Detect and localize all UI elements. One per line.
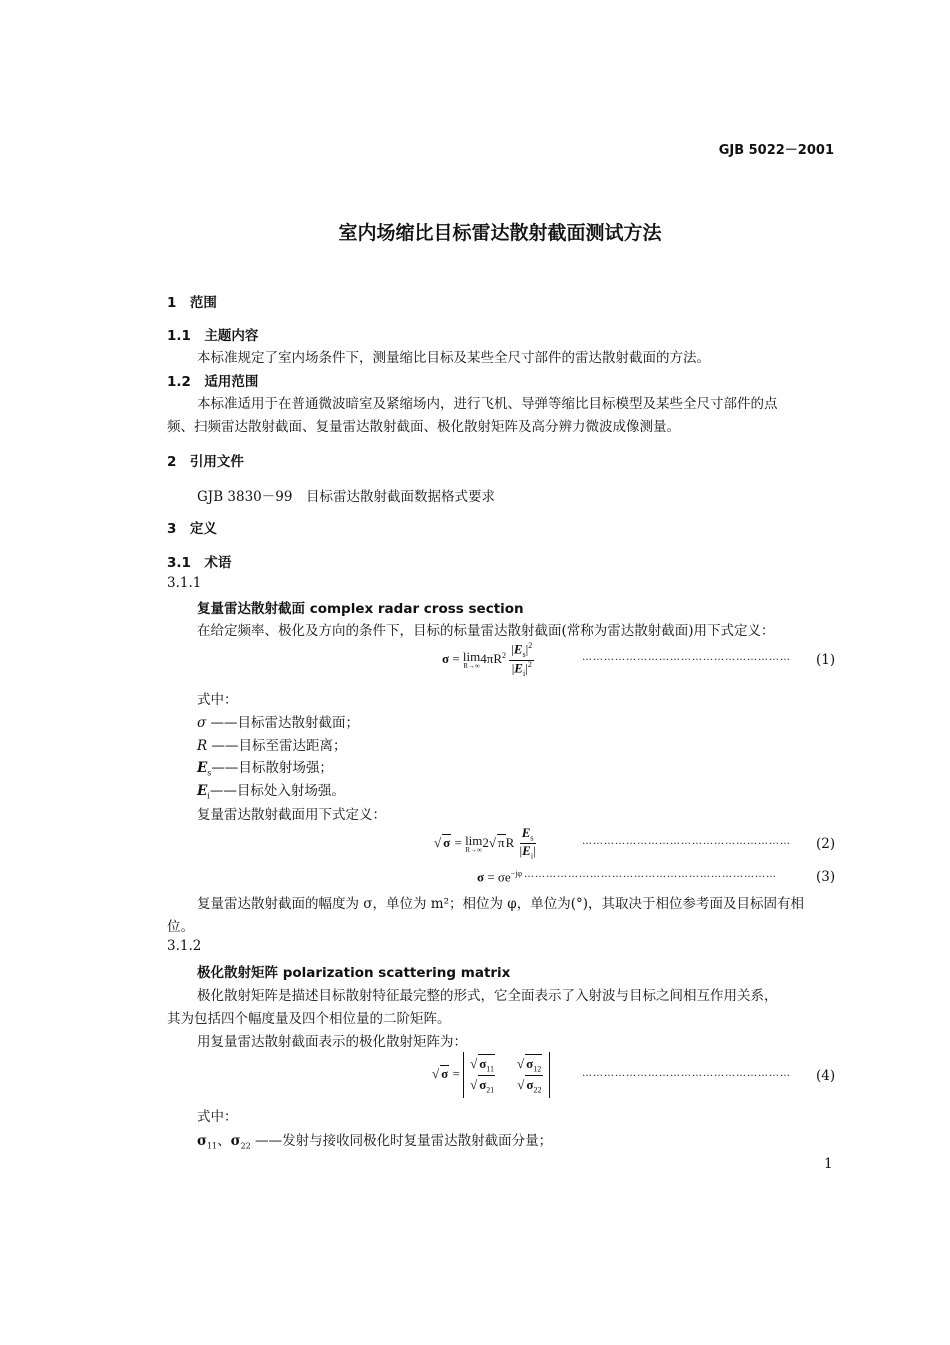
section-3-1-2-number: 3.1.2 (167, 938, 202, 954)
page-number: 1 (824, 1156, 833, 1172)
def-sigma-text: ——目标雷达散射截面； (210, 715, 360, 731)
def-es-text: ——目标散射场强； (211, 760, 333, 776)
equation-2-number: (2) (816, 836, 836, 852)
reference-gjb3830: GJB 3830－99 目标雷达散射截面数据格式要求 (197, 489, 495, 505)
section-1-1-heading: 1.1 主题内容 (167, 328, 259, 344)
def-ei-text: ——目标处入射场强。 (209, 783, 345, 799)
equation-3-leader: …………………………………………………………… (524, 869, 777, 880)
equation-1-number: (1) (816, 652, 836, 668)
eq4-intro: 用复量雷达散射截面表示的极化散射矩阵为： (197, 1034, 467, 1050)
eq1-intro: 在给定频率、极化及方向的条件下，目标的标量雷达散射截面(常称为雷达散射截面)用下式定义： (197, 623, 775, 639)
equation-1-leader: ………………………………………………… (582, 652, 791, 663)
magnitude-phase-para-line2: 位。 (167, 919, 194, 935)
equation-3: $\sigma = \sigma e^{-j\varphi}$ (477, 869, 523, 885)
section-1-2-heading: 1.2 适用范围 (167, 374, 259, 390)
eq2-intro: 复量雷达散射截面用下式定义： (197, 807, 386, 823)
def-r-text: ——目标至雷达距离； (211, 738, 347, 754)
section-1-heading: 1 范围 (167, 295, 217, 311)
equation-1: σ = lim R→∞ $4\pi R^2$ $\frac{|E_s|^2}{|E_i|^2}$ (442, 641, 533, 678)
magnitude-phase-para-line1: 复量雷达散射截面的幅度为 σ，单位为 m²；相位为 φ，单位为(°)，其取决于相位参考面及目标固有相 (197, 896, 805, 912)
section-1-2-body-line1: 本标准适用于在普通微波暗室及紧缩场内，进行飞机、导弹等缩比目标模型及某些全尺寸部件的点 (197, 396, 778, 412)
def-sigma11-sigma22: $\sigma_{11}$、$\sigma_{22}$ ——发射与接收同极化时复量雷达散射截面分量； (197, 1133, 553, 1151)
equation-4: √ σ = √ $\sigma_{11}$ √ $\sigma_{12}$ √ $\sigma_{21}$ √ $\sigma_{22}$ (432, 1052, 550, 1098)
psm-para-line1: 极化散射矩阵是描述目标散射特征最完整的形式，它全面表示了入射波与目标之间相互作用关系， (197, 988, 778, 1004)
equation-2: √ σ = lim R→∞ 2√ πR $\frac{E_s}{|E_i|}$ (434, 825, 536, 861)
def-ei: $E_i——$目标处入射场强。 (197, 783, 345, 801)
section-2-heading: 2 引用文件 (167, 454, 244, 470)
equation-4-number: (4) (816, 1068, 836, 1084)
def-r: R ——目标至雷达距离； (197, 738, 347, 754)
document-code: GJB 5022－2001 (718, 143, 834, 158)
equation-2-leader: ………………………………………………… (582, 836, 791, 847)
section-1-2-body-line2: 频、扫频雷达散射截面、复量雷达散射截面、极化散射矩阵及高分辨力微波成像测量。 (167, 419, 680, 435)
scattering-matrix: √ $\sigma_{11}$ √ $\sigma_{12}$ √ $\sigma_{21}$ √ $\sigma_{22}$ (463, 1052, 549, 1098)
def-es: $E_s——$目标散射场强； (197, 760, 333, 778)
where-label-1: 式中： (197, 692, 238, 708)
def-sigma11-sigma22-text: ——发射与接收同极化时复量雷达散射截面分量； (255, 1133, 553, 1149)
term-polarization-scattering-matrix: 极化散射矩阵 polarization scattering matrix (197, 965, 511, 981)
psm-para-line2: 其为包括四个幅度量及四个相位量的二阶矩阵。 (167, 1011, 451, 1027)
page-title: 室内场缩比目标雷达散射截面测试方法 (338, 222, 662, 244)
section-1-1-body: 本标准规定了室内场条件下，测量缩比目标及某些全尺寸部件的雷达散射截面的方法。 (197, 350, 710, 366)
equation-4-leader: ………………………………………………… (582, 1068, 791, 1079)
where-label-2: 式中： (197, 1109, 238, 1125)
section-3-heading: 3 定义 (167, 521, 217, 537)
section-3-1-1-number: 3.1.1 (167, 575, 202, 591)
term-complex-rcs: 复量雷达散射截面 complex radar cross section (197, 601, 524, 617)
def-sigma: σ ——目标雷达散射截面； (197, 715, 360, 731)
section-3-1-heading: 3.1 术语 (167, 555, 232, 571)
equation-3-number: (3) (816, 869, 836, 885)
